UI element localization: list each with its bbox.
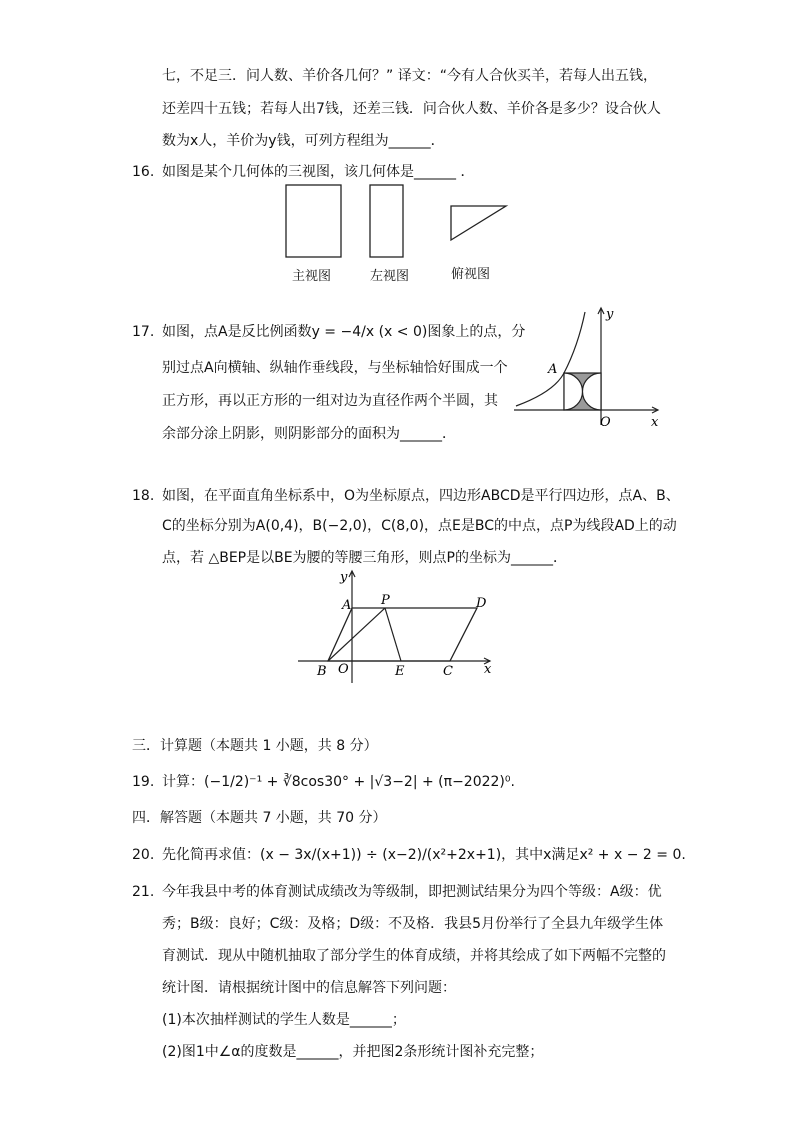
parallelogram-abcd [328,608,477,661]
q19-text: 计算：(−1/2)⁻¹ + ∛8cos30° + |√3−2| + (π−2022)⁰. [162,774,515,790]
q17-line3: 正方形，再以正方形的一组对边为直径作两个半圆，其 [162,393,498,409]
q18-line1: 如图，在平面直角坐标系中，O为坐标原点，四边形ABCD是平行四边形，点A、B、 [162,488,680,504]
top-view-triangle [451,206,506,240]
left-view-rect [370,185,403,257]
q16-number: 16. [132,164,155,180]
q16-text: 如图是某个几何体的三视图，该几何体是______ ． [162,164,475,180]
q18-label-x: x [484,662,492,677]
q15-line3: 数为x人，羊价为y钱，可列方程组为______． [162,133,445,149]
q17-point-a-label: A [548,362,558,377]
q17-figure [508,300,668,430]
q18-label-p: P [381,593,390,608]
q19-number: 19. [132,774,155,790]
q18-label-c: C [443,664,453,679]
q18-label-e: E [395,664,405,679]
q21-sub2: (2)图1中∠α的度数是______，并把图2条形统计图补充完整； [162,1044,544,1060]
three-views-figure [280,182,520,262]
q18-number: 18. [132,488,155,504]
q18-label-b: B [317,664,327,679]
q21-line2: 秀；B级：良好；C级：及格；D级：不及格．我县5月份举行了全县九年级学生体 [162,916,664,932]
q18-figure [296,565,501,685]
q18-label-d: D [476,596,487,611]
q15-line2: 还差四十五钱；若每人出7钱，还差三钱．问合伙人数、羊价各是多少？设合伙人 [162,101,661,117]
top-view-caption: 俯视图 [451,267,491,282]
q15-line1: 七，不足三．问人数、羊价各几何？” 译文：“今有人合伙买羊，若每人出五钱， [162,68,657,84]
section-4-heading: 四．解答题（本题共 7 小题，共 70 分） [132,810,387,826]
q21-number: 21. [132,884,155,900]
q17-line2: 别过点A向横轴、纵轴作垂线段，与坐标轴恰好围成一个 [162,360,508,376]
q18-label-a: A [342,598,352,613]
q17-origin-label: O [600,415,611,430]
q17-number: 17. [132,324,155,340]
left-view-caption: 左视图 [370,269,410,284]
q18-line3: 点，若 △BEP是以BE为腰的等腰三角形，则点P的坐标为______． [162,550,568,566]
q18-label-y: y [340,570,348,585]
q17-y-label: y [606,307,614,322]
q20-text: 先化简再求值：(x − 3x/(x+1)) ÷ (x−2)/(x²+2x+1)，其中x满足x² + x − 2 = 0. [162,847,686,863]
q17-line1: 如图，点A是反比例函数y = −4/x (x < 0)图象上的点，分 [162,324,526,340]
q18-label-o: O [338,662,349,677]
front-view-rect [286,185,341,257]
q17-line4: 余部分涂上阴影，则阴影部分的面积为______． [162,426,456,442]
front-view-caption: 主视图 [292,269,332,284]
segment-pe [385,608,401,661]
q21-line3: 育测试．现从中随机抽取了部分学生的体育成绩，并将其绘成了如下两幅不完整的 [162,948,666,964]
q21-sub1: (1)本次抽样测试的学生人数是______； [162,1012,406,1028]
q21-line4: 统计图．请根据统计图中的信息解答下列问题： [162,980,456,996]
q21-line1: 今年我县中考的体育测试成绩改为等级制，即把测试结果分为四个等级：A级：优 [162,884,662,900]
segment-bp [328,608,385,661]
q17-x-label: x [651,415,659,430]
q20-number: 20. [132,847,155,863]
section-3-heading: 三．计算题（本题共 1 小题，共 8 分） [132,738,378,754]
q18-line2: C的坐标分别为A(0,4)，B(−2,0)，C(8,0)，点E是BC的中点，点P为线段AD上的动 [162,518,677,534]
